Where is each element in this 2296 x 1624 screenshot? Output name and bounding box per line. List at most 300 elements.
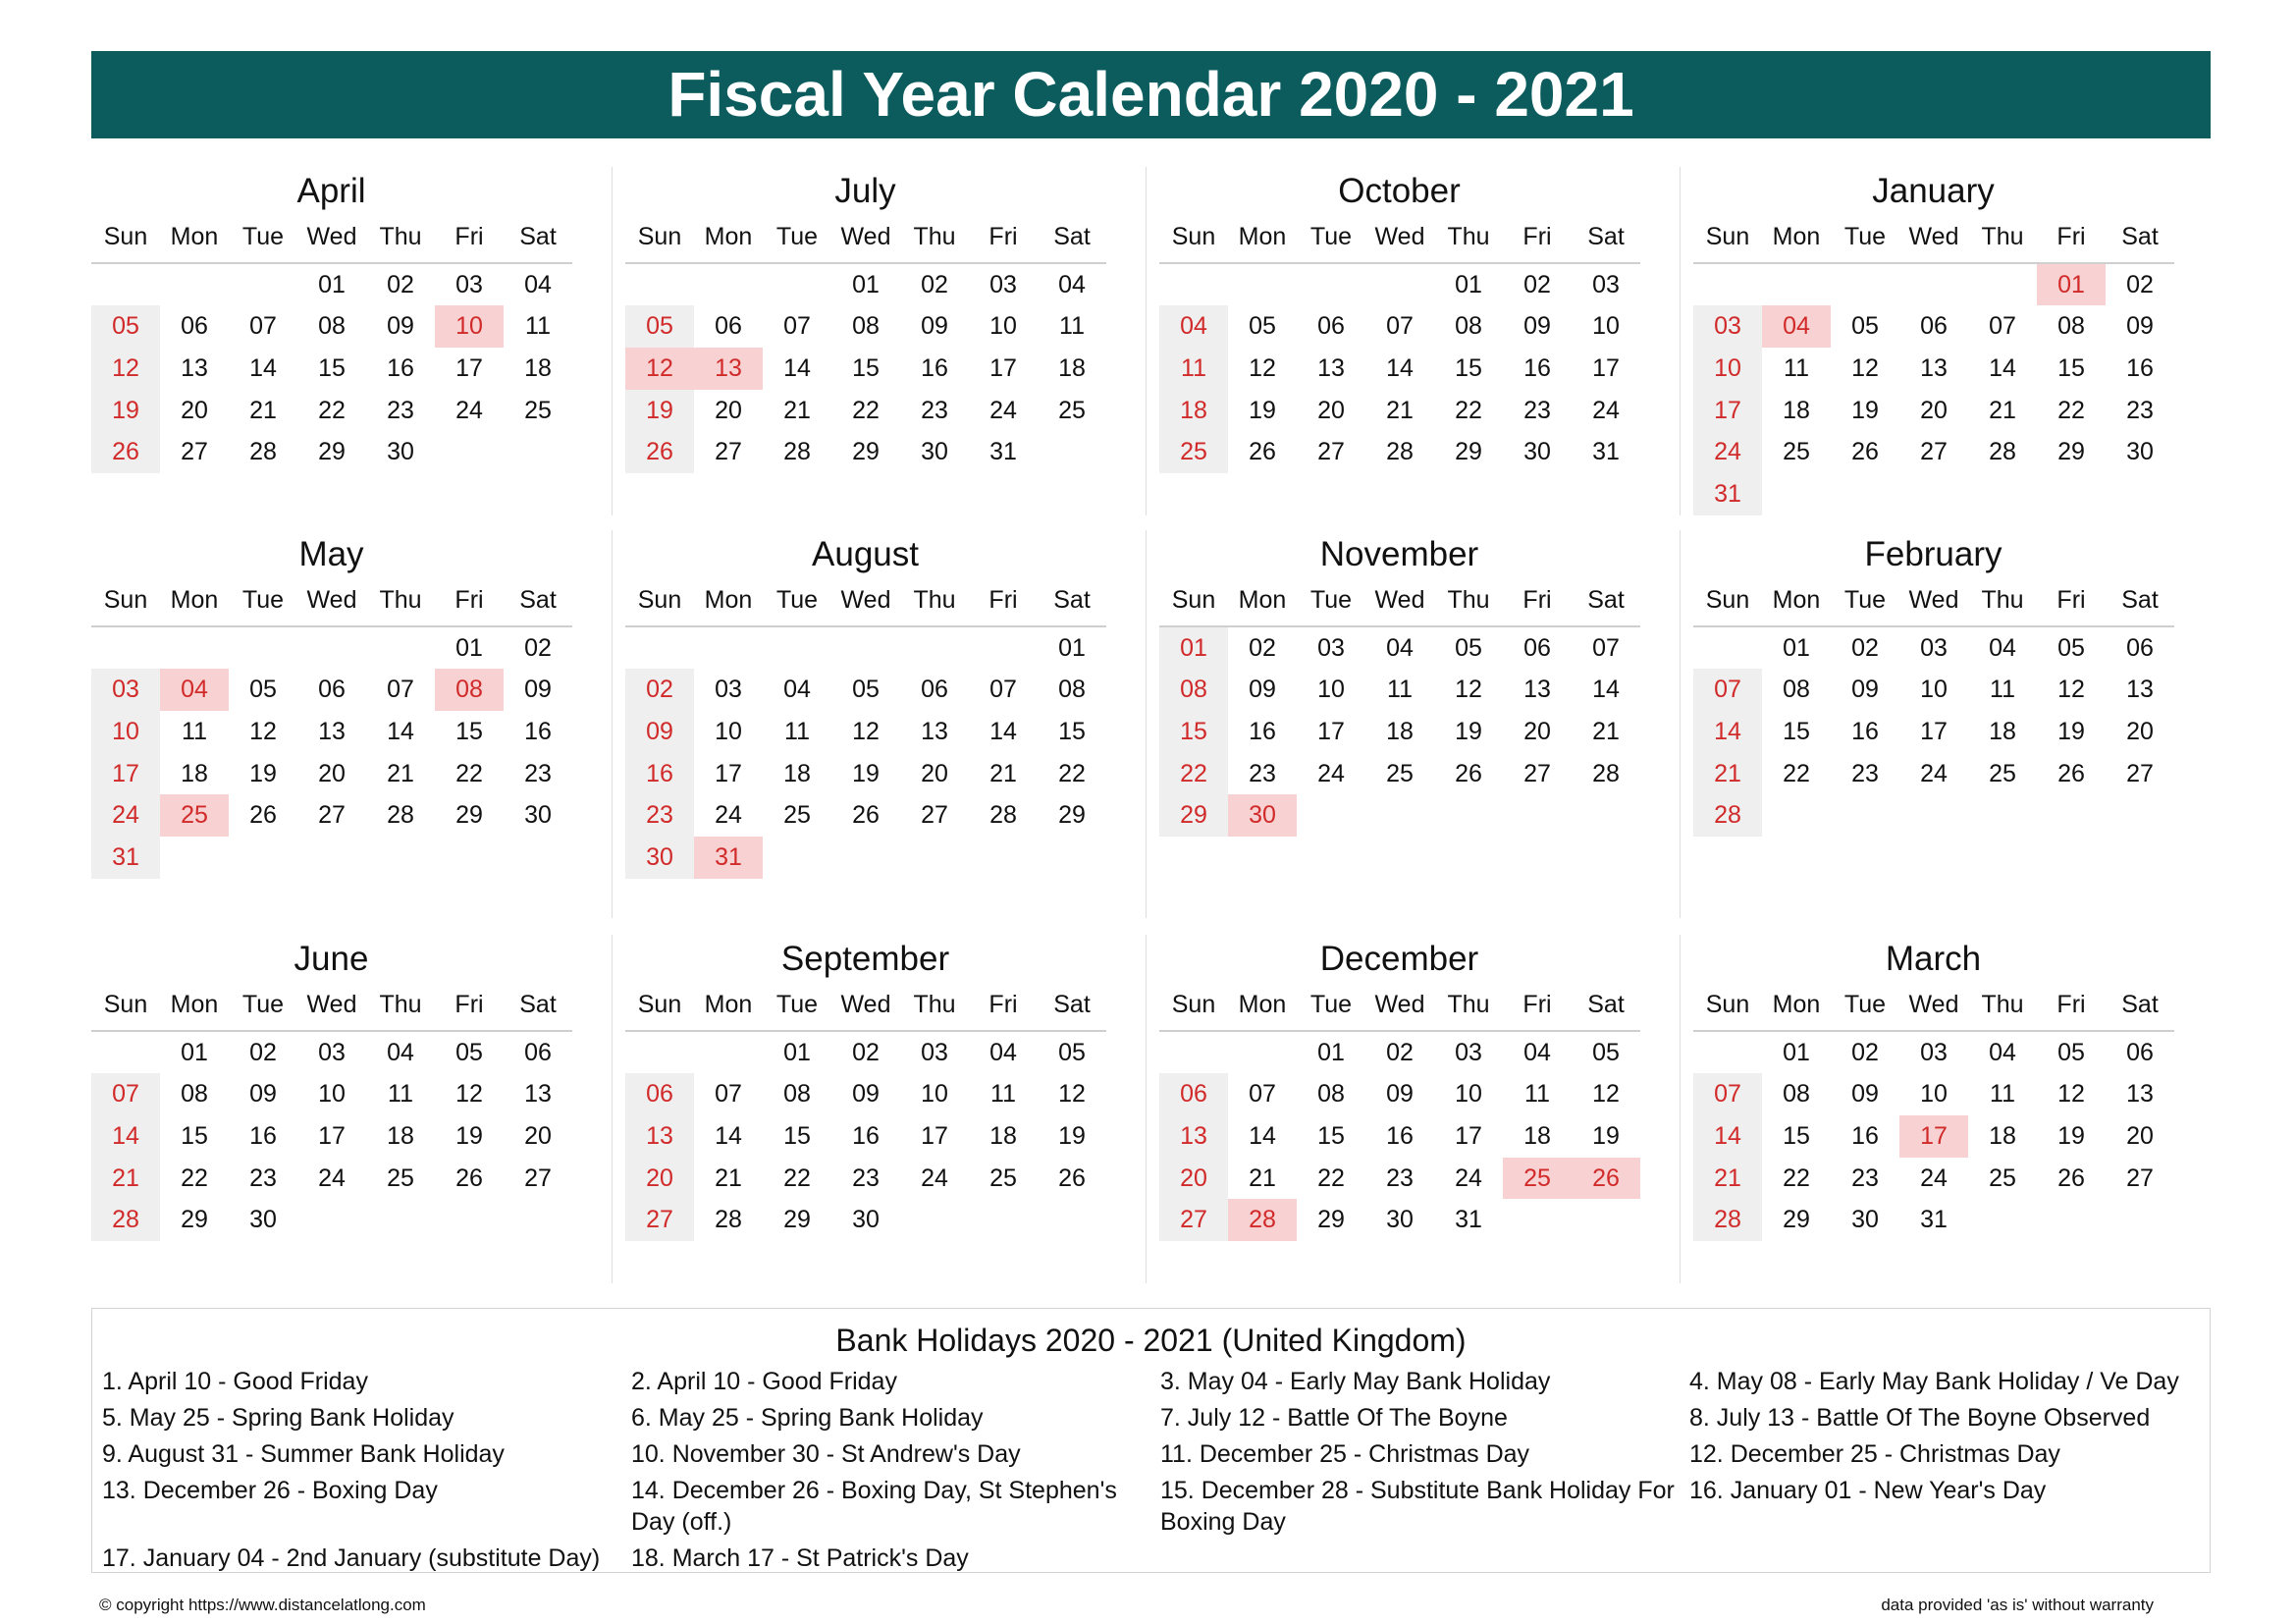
weekday-header: Wed <box>831 222 900 264</box>
empty-cell <box>160 627 229 670</box>
day-cell: 16 <box>2126 354 2154 383</box>
day-cell: 07 <box>1693 1073 1762 1115</box>
day-cell: 18 <box>989 1122 1017 1151</box>
weekday-header: Fri <box>435 222 504 264</box>
day-cell: 02 <box>2126 270 2154 298</box>
day-cell: 21 <box>387 759 414 787</box>
day-cell: 27 <box>2126 759 2154 787</box>
day-cell: 09 <box>1249 676 1276 704</box>
day-cell: 19 <box>1592 1122 1620 1151</box>
empty-cell <box>900 627 969 670</box>
day-cell: 03 <box>989 270 1017 298</box>
day-cell: 09 <box>524 676 552 704</box>
month-title: April <box>296 172 366 210</box>
day-cell: 19 <box>2057 1122 2085 1151</box>
weekday-header: Sun <box>1159 222 1228 264</box>
day-cell: 08 <box>1455 312 1482 341</box>
weekday-header: Sat <box>2106 990 2174 1032</box>
day-cell: 08 <box>181 1080 208 1109</box>
day-cell: 28 <box>1693 1199 1762 1241</box>
weekday-header: Sat <box>504 222 572 264</box>
day-cell: 29 <box>852 438 880 466</box>
weekday-header: Mon <box>1228 222 1297 264</box>
day-cell: 31 <box>1920 1206 1948 1234</box>
weekday-header: Sun <box>625 585 694 627</box>
weekday-header: Fri <box>1503 585 1572 627</box>
day-cell: 10 <box>989 312 1017 341</box>
day-cell: 07 <box>1989 312 2016 341</box>
day-cell: 31 <box>989 438 1017 466</box>
month-title: July <box>834 172 896 210</box>
empty-cell <box>91 1032 160 1074</box>
day-cell: 01 <box>318 270 346 298</box>
weekday-header: Mon <box>1228 585 1297 627</box>
day-cell: 11 <box>1387 676 1413 704</box>
weekday-header: Tue <box>763 585 831 627</box>
day-cell: 23 <box>249 1164 277 1192</box>
column-divider <box>1146 530 1147 918</box>
day-cell: 27 <box>625 1199 694 1241</box>
day-cell: 02 <box>852 1038 880 1066</box>
day-cell: 14 <box>91 1115 160 1158</box>
empty-cell <box>160 264 229 306</box>
month-grid <box>91 585 571 879</box>
day-cell: 19 <box>852 759 880 787</box>
day-cell: 03 <box>1920 633 1948 662</box>
day-cell: 06 <box>1317 312 1345 341</box>
column-divider <box>612 167 613 515</box>
day-cell: 17 <box>1455 1122 1482 1151</box>
day-cell: 10 <box>1920 1080 1948 1109</box>
day-cell: 26 <box>91 431 160 473</box>
bank-holiday-item: 17. January 04 - 2nd January (substitute Day) <box>102 1544 601 1572</box>
weekday-header: Wed <box>1365 990 1434 1032</box>
day-cell: 25 <box>1989 759 2016 787</box>
weekday-header: Sun <box>1693 222 1762 264</box>
day-cell: 15 <box>1783 1122 1810 1151</box>
day-cell: 27 <box>1317 438 1345 466</box>
day-cell: 04 <box>1989 633 2016 662</box>
day-cell: 27 <box>318 801 346 830</box>
day-cell: 02 <box>249 1038 277 1066</box>
empty-cell <box>1968 264 2037 306</box>
day-cell: 08 <box>2057 312 2085 341</box>
weekday-header: Mon <box>694 990 763 1032</box>
bank-holidays-panel <box>91 1308 2211 1573</box>
day-cell: 20 <box>2126 1122 2154 1151</box>
empty-cell <box>1693 264 1762 306</box>
weekday-header: Mon <box>694 585 763 627</box>
day-cell: 27 <box>524 1164 552 1192</box>
day-cell: 04 <box>989 1038 1017 1066</box>
bank-holidays-list <box>102 1366 2213 1574</box>
day-cell: 25 <box>387 1164 414 1192</box>
day-cell: 10 <box>1920 676 1948 704</box>
day-cell: 05 <box>1851 312 1879 341</box>
day-cell: 27 <box>2126 1164 2154 1192</box>
day-cell: 11 <box>990 1080 1016 1109</box>
empty-cell <box>91 627 160 670</box>
day-cell: 11 <box>784 718 810 746</box>
day-cell: 16 <box>249 1122 277 1151</box>
column-divider <box>612 530 613 918</box>
day-cell: 25 <box>1058 396 1086 424</box>
day-cell: 18 <box>181 759 208 787</box>
day-cell: 05 <box>1249 312 1276 341</box>
day-cell: 15 <box>318 354 346 383</box>
day-cell: 26 <box>1572 1158 1640 1200</box>
day-cell: 05 <box>1592 1038 1620 1066</box>
bank-holiday-item: 14. December 26 - Boxing Day, St Stephen's Day (off.) <box>631 1477 1117 1536</box>
day-cell: 26 <box>1249 438 1276 466</box>
day-cell: 23 <box>524 759 552 787</box>
day-cell: 15 <box>1317 1122 1345 1151</box>
day-cell: 04 <box>783 676 811 704</box>
day-cell: 16 <box>387 354 414 383</box>
bank-holiday-item: 8. July 13 - Battle Of The Boyne Observed <box>1689 1404 2151 1432</box>
month-title: May <box>298 535 364 573</box>
day-cell: 21 <box>1249 1164 1276 1192</box>
day-cell: 13 <box>1159 1115 1228 1158</box>
day-cell: 07 <box>249 312 277 341</box>
day-cell: 20 <box>318 759 346 787</box>
day-cell: 14 <box>1693 1115 1762 1158</box>
day-cell: 20 <box>524 1122 552 1151</box>
weekday-header: Mon <box>160 990 229 1032</box>
bank-holiday-item: 3. May 04 - Early May Bank Holiday <box>1160 1368 1551 1395</box>
day-cell: 07 <box>1386 312 1414 341</box>
day-cell: 08 <box>1783 676 1810 704</box>
day-cell: 27 <box>1920 438 1948 466</box>
day-cell: 01 <box>1783 633 1810 662</box>
day-cell: 26 <box>2057 759 2085 787</box>
day-cell: 09 <box>387 312 414 341</box>
day-cell: 29 <box>181 1206 208 1234</box>
weekday-header: Sat <box>504 585 572 627</box>
day-cell: 03 <box>455 270 483 298</box>
day-cell: 24 <box>989 396 1017 424</box>
month-title: January <box>1872 172 1995 210</box>
day-cell: 10 <box>1693 348 1762 390</box>
day-cell: 09 <box>2126 312 2154 341</box>
day-cell: 06 <box>715 312 742 341</box>
day-cell: 18 <box>387 1122 414 1151</box>
day-cell: 01 <box>455 633 483 662</box>
empty-cell <box>694 264 763 306</box>
day-cell: 03 <box>1920 1038 1948 1066</box>
day-cell: 26 <box>1851 438 1879 466</box>
day-cell: 13 <box>2126 1080 2154 1109</box>
day-cell: 26 <box>1058 1164 1086 1192</box>
day-cell: 18 <box>1989 1122 2016 1151</box>
day-cell: 30 <box>249 1206 277 1234</box>
weekday-header: Thu <box>900 585 969 627</box>
empty-cell <box>1899 264 1968 306</box>
day-cell: 10 <box>318 1080 346 1109</box>
day-cell: 29 <box>2057 438 2085 466</box>
weekday-header: Fri <box>969 990 1038 1032</box>
bank-holiday-item: 16. January 01 - New Year's Day <box>1689 1477 2047 1504</box>
day-cell: 20 <box>625 1158 694 1200</box>
day-cell: 21 <box>91 1158 160 1200</box>
weekday-header: Sun <box>1159 585 1228 627</box>
empty-cell <box>969 627 1038 670</box>
day-cell: 12 <box>625 348 694 390</box>
day-cell: 23 <box>1851 759 1879 787</box>
day-cell: 27 <box>1159 1199 1228 1241</box>
day-cell: 12 <box>1851 354 1879 383</box>
empty-cell <box>91 264 160 306</box>
day-cell: 16 <box>852 1122 880 1151</box>
weekday-header: Sat <box>1038 585 1106 627</box>
weekday-header: Tue <box>1831 222 1899 264</box>
day-cell: 18 <box>1523 1122 1551 1151</box>
day-cell: 18 <box>783 759 811 787</box>
day-cell: 20 <box>921 759 948 787</box>
day-cell: 25 <box>989 1164 1017 1192</box>
weekday-header: Fri <box>435 990 504 1032</box>
weekday-header: Sun <box>91 585 160 627</box>
day-cell: 13 <box>1317 354 1345 383</box>
empty-cell <box>625 1032 694 1074</box>
bank-holiday-item: 11. December 25 - Christmas Day <box>1160 1440 1530 1468</box>
month-title: November <box>1319 535 1479 573</box>
day-cell: 09 <box>921 312 948 341</box>
day-cell: 10 <box>921 1080 948 1109</box>
month-title: March <box>1885 940 1982 978</box>
day-cell: 20 <box>181 396 208 424</box>
day-cell: 15 <box>455 718 483 746</box>
day-cell: 05 <box>249 676 277 704</box>
day-cell: 26 <box>455 1164 483 1192</box>
day-cell: 09 <box>625 711 694 753</box>
day-cell: 11 <box>182 718 207 746</box>
day-cell: 01 <box>1783 1038 1810 1066</box>
weekday-header: Mon <box>160 222 229 264</box>
day-cell: 08 <box>435 669 504 711</box>
column-divider <box>1680 530 1681 918</box>
day-cell: 16 <box>1851 1122 1879 1151</box>
day-cell: 05 <box>1455 633 1482 662</box>
day-cell: 06 <box>181 312 208 341</box>
day-cell: 04 <box>1523 1038 1551 1066</box>
disclaimer-text: data provided 'as is' without warranty <box>1881 1596 2154 1614</box>
day-cell: 03 <box>91 669 160 711</box>
day-cell: 15 <box>1455 354 1482 383</box>
month-grid <box>1693 990 2173 1241</box>
day-cell: 06 <box>2126 633 2154 662</box>
day-cell: 25 <box>1783 438 1810 466</box>
day-cell: 23 <box>921 396 948 424</box>
day-cell: 11 <box>525 312 551 341</box>
column-divider <box>1146 167 1147 515</box>
day-cell: 24 <box>1693 431 1762 473</box>
day-cell: 28 <box>249 438 277 466</box>
month-grid <box>625 990 1105 1241</box>
day-cell: 05 <box>455 1038 483 1066</box>
day-cell: 21 <box>783 396 811 424</box>
bank-holiday-item: 18. March 17 - St Patrick's Day <box>631 1544 969 1572</box>
day-cell: 10 <box>1455 1080 1482 1109</box>
day-cell: 13 <box>2126 676 2154 704</box>
weekday-header: Tue <box>229 585 297 627</box>
day-cell: 03 <box>1693 305 1762 348</box>
day-cell: 29 <box>1783 1206 1810 1234</box>
day-cell: 26 <box>2057 1164 2085 1192</box>
day-cell: 16 <box>1523 354 1551 383</box>
day-cell: 30 <box>625 837 694 879</box>
day-cell: 16 <box>1249 718 1276 746</box>
day-cell: 13 <box>318 718 346 746</box>
day-cell: 01 <box>783 1038 811 1066</box>
day-cell: 26 <box>852 801 880 830</box>
day-cell: 02 <box>524 633 552 662</box>
day-cell: 06 <box>1920 312 1948 341</box>
day-cell: 24 <box>1920 759 1948 787</box>
weekday-header: Tue <box>1297 585 1365 627</box>
day-cell: 22 <box>852 396 880 424</box>
day-cell: 10 <box>1592 312 1620 341</box>
day-cell: 21 <box>1989 396 2016 424</box>
weekday-header: Mon <box>694 222 763 264</box>
day-cell: 11 <box>388 1080 413 1109</box>
day-cell: 15 <box>783 1122 811 1151</box>
day-cell: 22 <box>1455 396 1482 424</box>
weekday-header: Sat <box>1572 990 1640 1032</box>
empty-cell <box>1297 264 1365 306</box>
day-cell: 17 <box>715 759 742 787</box>
day-cell: 20 <box>1920 396 1948 424</box>
day-cell: 03 <box>715 676 742 704</box>
weekday-header: Thu <box>1968 990 2037 1032</box>
day-cell: 12 <box>249 718 277 746</box>
day-cell: 17 <box>318 1122 346 1151</box>
day-cell: 22 <box>1783 759 1810 787</box>
day-cell: 28 <box>715 1206 742 1234</box>
weekday-header: Sat <box>1038 222 1106 264</box>
day-cell: 24 <box>1920 1164 1948 1192</box>
day-cell: 17 <box>1920 718 1948 746</box>
day-cell: 28 <box>989 801 1017 830</box>
day-cell: 15 <box>1783 718 1810 746</box>
day-cell: 04 <box>1058 270 1086 298</box>
day-cell: 14 <box>1989 354 2016 383</box>
month-title: August <box>812 535 919 573</box>
column-divider <box>1680 167 1681 515</box>
day-cell: 17 <box>989 354 1017 383</box>
empty-cell <box>763 264 831 306</box>
day-cell: 31 <box>1592 438 1620 466</box>
day-cell: 28 <box>91 1199 160 1241</box>
weekday-header: Sun <box>91 222 160 264</box>
day-cell: 25 <box>783 801 811 830</box>
bank-holiday-item: 12. December 25 - Christmas Day <box>1689 1440 2060 1468</box>
day-cell: 19 <box>625 390 694 432</box>
day-cell: 10 <box>91 711 160 753</box>
day-cell: 30 <box>1851 1206 1879 1234</box>
day-cell: 14 <box>783 354 811 383</box>
weekday-header: Mon <box>1762 990 1831 1032</box>
day-cell: 02 <box>1386 1038 1414 1066</box>
day-cell: 07 <box>783 312 811 341</box>
day-cell: 04 <box>160 669 229 711</box>
day-cell: 22 <box>318 396 346 424</box>
day-cell: 28 <box>1693 794 1762 837</box>
month-grid <box>1159 585 1639 837</box>
day-cell: 23 <box>1386 1164 1414 1192</box>
day-cell: 24 <box>715 801 742 830</box>
day-cell: 17 <box>91 753 160 795</box>
bank-holiday-item: 13. December 26 - Boxing Day <box>102 1477 438 1504</box>
day-cell: 07 <box>1693 669 1762 711</box>
empty-cell <box>229 264 297 306</box>
weekday-header: Thu <box>1968 585 2037 627</box>
day-cell: 11 <box>1784 354 1809 383</box>
day-cell: 01 <box>181 1038 208 1066</box>
day-cell: 23 <box>852 1164 880 1192</box>
day-cell: 23 <box>1851 1164 1879 1192</box>
day-cell: 03 <box>1317 633 1345 662</box>
day-cell: 29 <box>1159 794 1228 837</box>
day-cell: 20 <box>1523 718 1551 746</box>
day-cell: 21 <box>715 1164 742 1192</box>
weekday-header: Tue <box>1297 990 1365 1032</box>
day-cell: 15 <box>2057 354 2085 383</box>
weekday-header: Wed <box>1365 222 1434 264</box>
day-cell: 13 <box>1523 676 1551 704</box>
weekday-header: Thu <box>1968 222 2037 264</box>
weekday-header: Sat <box>504 990 572 1032</box>
day-cell: 17 <box>455 354 483 383</box>
empty-cell <box>1693 627 1762 670</box>
day-cell: 12 <box>1592 1080 1620 1109</box>
day-cell: 23 <box>1523 396 1551 424</box>
day-cell: 18 <box>1159 390 1228 432</box>
day-cell: 04 <box>1159 305 1228 348</box>
day-cell: 27 <box>181 438 208 466</box>
day-cell: 19 <box>91 390 160 432</box>
month-grid <box>1159 990 1639 1241</box>
day-cell: 04 <box>524 270 552 298</box>
day-cell: 25 <box>160 794 229 837</box>
day-cell: 13 <box>524 1080 552 1109</box>
day-cell: 11 <box>1059 312 1085 341</box>
day-cell: 21 <box>989 759 1017 787</box>
day-cell: 01 <box>1159 627 1228 670</box>
day-cell: 18 <box>1058 354 1086 383</box>
day-cell: 07 <box>989 676 1017 704</box>
day-cell: 21 <box>1693 753 1762 795</box>
day-cell: 03 <box>921 1038 948 1066</box>
day-cell: 15 <box>181 1122 208 1151</box>
day-cell: 12 <box>455 1080 483 1109</box>
day-cell: 08 <box>1159 669 1228 711</box>
day-cell: 21 <box>1592 718 1620 746</box>
weekday-header: Wed <box>831 990 900 1032</box>
day-cell: 13 <box>921 718 948 746</box>
day-cell: 01 <box>852 270 880 298</box>
day-cell: 23 <box>625 794 694 837</box>
day-cell: 19 <box>1851 396 1879 424</box>
weekday-header: Thu <box>900 990 969 1032</box>
month-grid <box>1159 222 1639 473</box>
day-cell: 13 <box>181 354 208 383</box>
day-cell: 21 <box>1693 1158 1762 1200</box>
day-cell: 07 <box>91 1073 160 1115</box>
day-cell: 14 <box>1592 676 1620 704</box>
day-cell: 12 <box>91 348 160 390</box>
day-cell: 24 <box>455 396 483 424</box>
